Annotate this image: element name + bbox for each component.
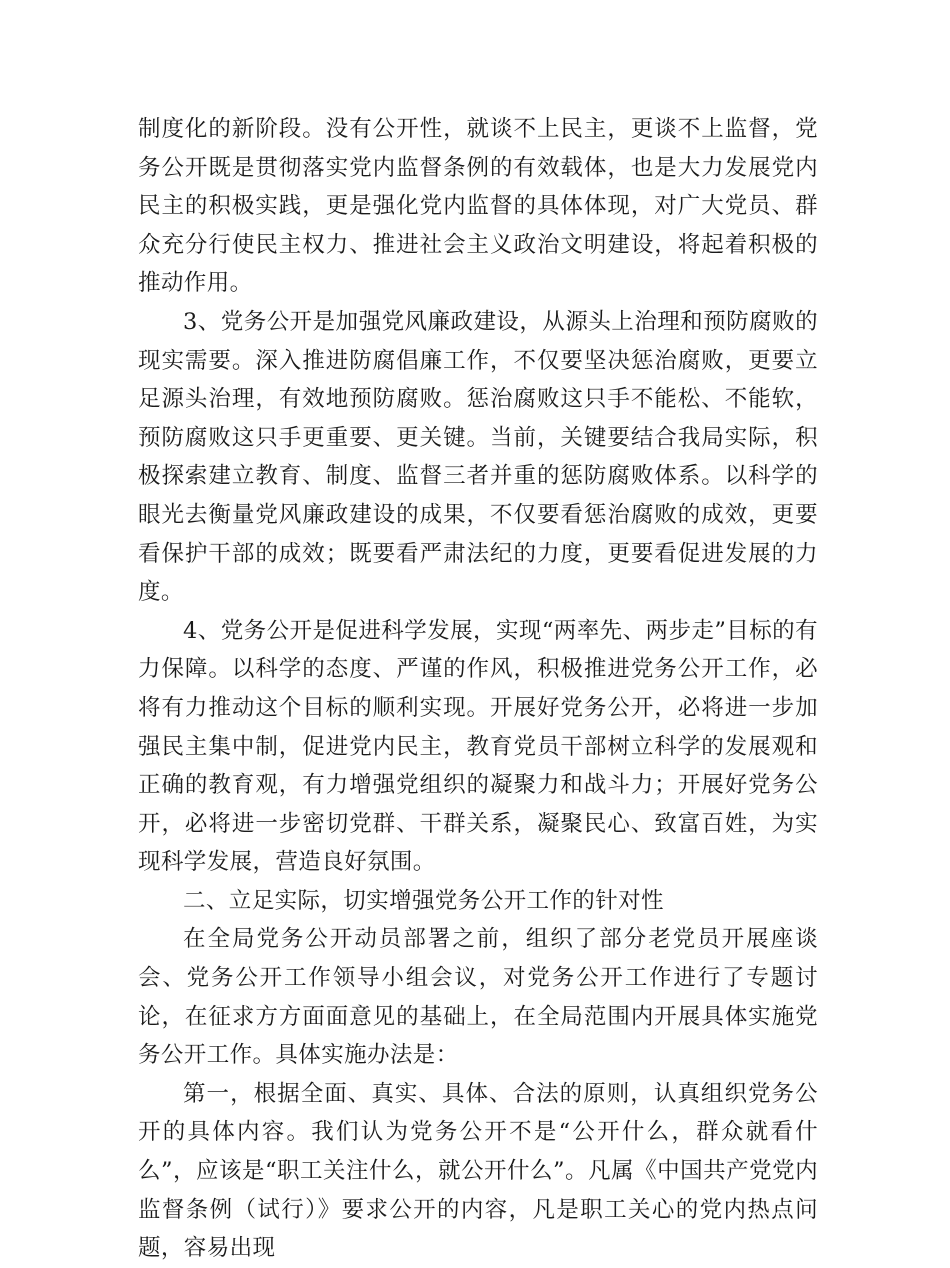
document-body bbox=[138, 110, 818, 1268]
section-heading-2: 二、立足实际，切实增强党务公开工作的针对性 bbox=[183, 887, 664, 914]
paragraph-point-3: 3、党务公开是加强党风廉政建设，从源头上治理和预防腐败的现实需要。深入推进防腐倡廉工作，不仅要坚决惩治腐败，更要立足源头治理，有效地预防腐败。惩治腐败这只手不能松、不能软，预防腐败这只手更重要、更关键。当前，关键要结合我局实际，积极探索建立教育、制度、监督三者并重的惩防腐败体系。以科学的眼光去衡量党风廉政建设的成果，不仅要看惩治腐败的成效，更要看保护干部的成效；既要看严肃法纪的力度，更要看促进发展的力度。 bbox=[138, 308, 818, 606]
paragraph-implementation-intro: 在全局党务公开动员部署之前，组织了部分老党员开展座谈会、党务公开工作领导小组会议，对党务公开工作进行了专题讨论，在征求方方面面意见的基础上，在全局范围内开展具体实施党务公开工作。具体实施办法是： bbox=[138, 926, 818, 1069]
paragraph-point-4: 4、党务公开是促进科学发展，实现“两率先、两步走”目标的有力保障。以科学的态度、严谨的作风，积极推进党务公开工作，必将有力推动这个目标的顺利实现。开展好党务公开，必将进一步加强民主集中制，促进党内民主，教育党员干部树立科学的发展观和正确的教育观，有力增强党组织的凝聚力和战斗力；开展好党务公开，必将进一步密切党群、干群关系，凝聚民心、致富百姓，为实现科学发展，营造良好氛围。 bbox=[138, 617, 818, 876]
paragraph-continuation: 制度化的新阶段。没有公开性，就谈不上民主，更谈不上监督，党务公开既是贯彻落实党内监督条例的有效载体，也是大力发展党内民主的积极实践，更是强化党内监督的具体体现，对广大党员、群众充分行使民主权力、推进社会主义政治文明建设，将起着积极的推动作用。 bbox=[138, 116, 818, 297]
paragraph-first-measure: 第一，根据全面、真实、具体、合法的原则，认真组织党务公开的具体内容。我们认为党务公开不是“公开什么，群众就看什么”，应该是“职工关注什么，就公开什么”。凡属《中国共产党党内监督条例（试行）》要求公开的内容，凡是职工关心的党内热点问题，容易出现 bbox=[138, 1080, 818, 1262]
